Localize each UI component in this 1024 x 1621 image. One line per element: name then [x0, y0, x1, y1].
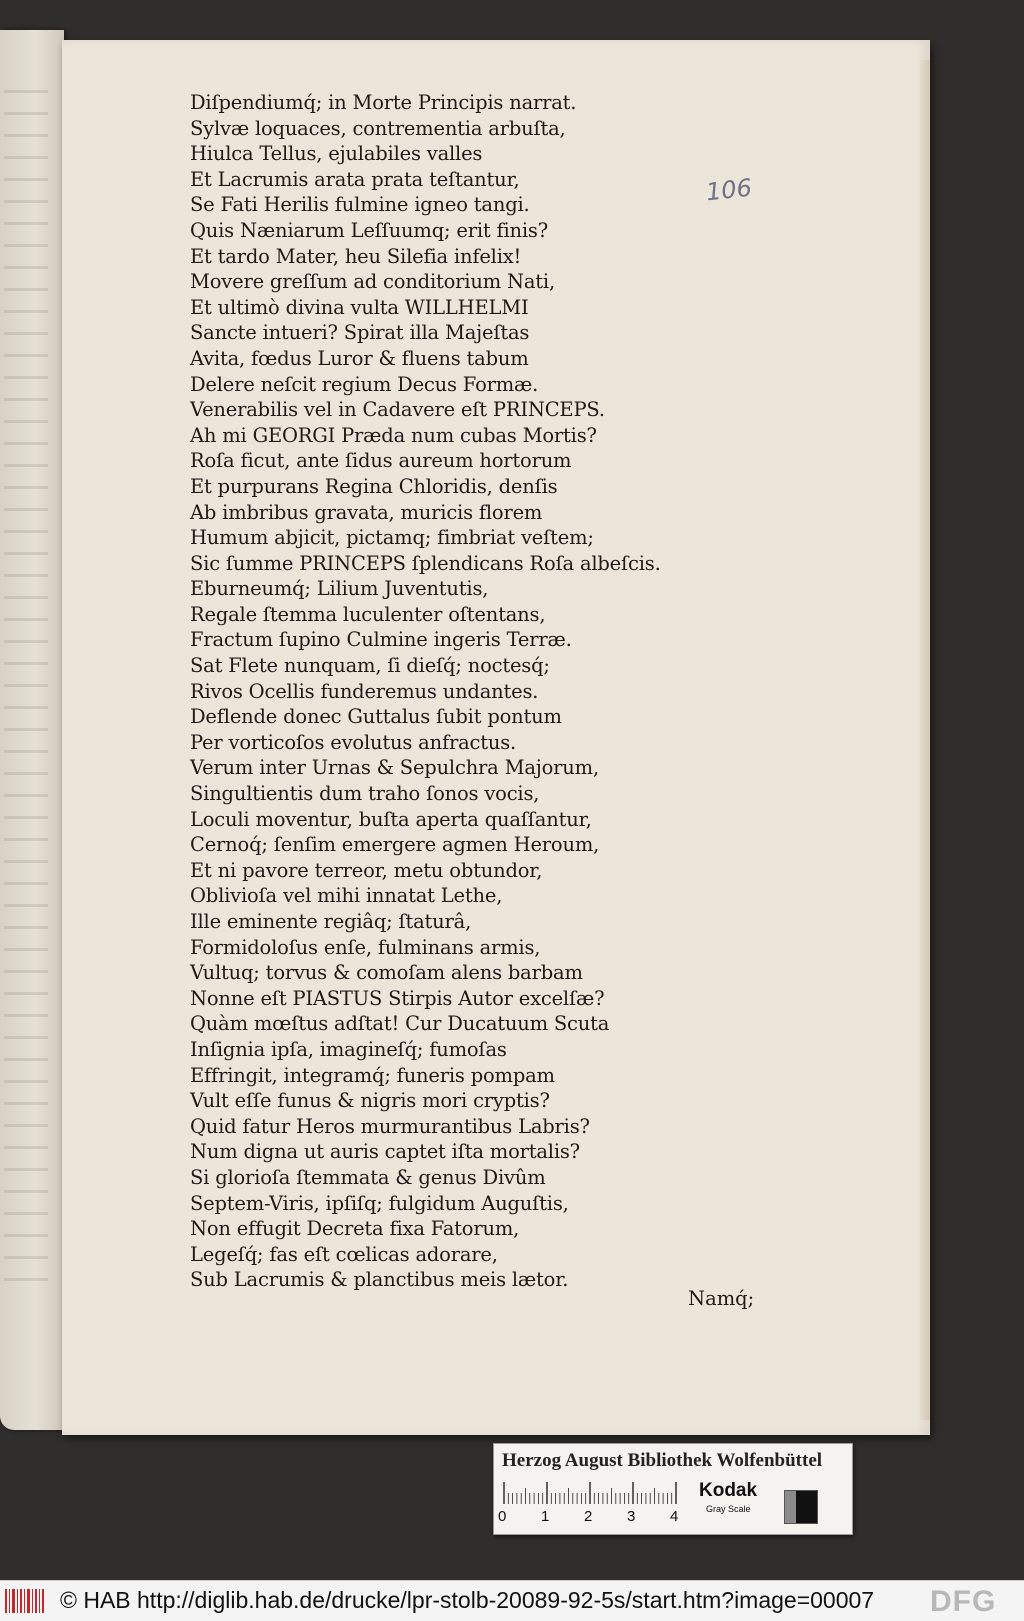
poem-line: Oblivioſa vel mihi innatat Lethe,	[190, 884, 503, 908]
poem-line: Verum inter Urnas & Sepulchra Majorum,	[190, 756, 599, 780]
poem-line: Et ni pavore terreor, metu obtundor,	[190, 858, 543, 882]
poem-line: Num digna ut auris captet iſta mortalis?	[190, 1140, 580, 1164]
poem-line: Avita, fœdus Luror & fluens tabum	[190, 346, 529, 370]
ruler-number: 0	[498, 1508, 507, 1525]
poem-line: Deflende donec Guttalus ſubit pontum	[190, 705, 562, 729]
poem-line: Sat Flete nunquam, ſi dieſq́; noctesq́;	[190, 654, 550, 678]
poem-text	[190, 90, 710, 1293]
gray-swatch	[784, 1490, 818, 1524]
ruler-numbers	[498, 1508, 688, 1526]
poem-line: Inſignia ipſa, imagineſq́; fumoſas	[190, 1037, 507, 1061]
poem-line: Et Lacrumis arata prata teſtantur,	[190, 167, 520, 191]
poem-line: Septem-Viris, ipſiſq; fulgidum Auguſtis,	[190, 1191, 569, 1215]
poem-line: Hiulca Tellus, ejulabiles valles	[190, 142, 483, 166]
poem-line: Effringit, integramq́; funeris pompam	[190, 1063, 555, 1087]
poem-line: Et ultimò divina vulta WILLHELMI	[190, 295, 529, 319]
ruler-scale	[502, 1482, 682, 1504]
poem-line: Quis Næniarum Leſſuumq; erit finis?	[190, 218, 548, 242]
poem-line: Diſpendiumq́; in Morte Principis narrat.	[190, 91, 577, 114]
poem-line: Roſa ficut, ante ſidus aureum hortorum	[190, 449, 572, 473]
poem-line: Loculi moventur, buſta aperta quaſſantur,	[190, 807, 592, 831]
poem-line: Vult eſſe funus & nigris mori cryptis?	[190, 1089, 550, 1113]
poem-line: Vultuq; torvus & comoſam alens barbam	[190, 961, 583, 985]
ruler-number: 3	[627, 1508, 636, 1525]
footer-source-url[interactable]: © HAB http://diglib.hab.de/drucke/lpr-stolb-20089-92-5s/start.htm?image=00007	[60, 1587, 875, 1613]
poem-line: Ille eminente regiâq; ſtaturâ,	[190, 910, 472, 933]
poem-line: Sic ſumme PRINCEPS ſplendicans Roſa albeſcis.	[190, 551, 661, 575]
poem-line: Fractum ſupino Culmine ingeris Terræ.	[190, 628, 572, 652]
poem-line: Singultientis dum traho ſonos vocis,	[190, 782, 540, 806]
handwritten-folio-number: 106	[704, 173, 754, 207]
poem-line: Rivos Ocellis funderemus undantes.	[190, 679, 539, 703]
poem-line: Regale ſtemma luculenter oſtentans,	[190, 602, 546, 626]
poem-line: Et tardo Mater, heu Silefia infelix!	[190, 244, 522, 268]
color-reference-card	[493, 1443, 853, 1535]
card-title: Herzog August Bibliothek Wolfenbüttel	[502, 1450, 823, 1471]
poem-line: Cernoq́; ſenſim emergere agmen Heroum,	[190, 833, 600, 857]
book-page	[62, 40, 930, 1435]
poem-line: Per vorticoſos evolutus anfractus.	[190, 730, 517, 754]
kodak-subtitle: Gray Scale	[706, 1504, 751, 1514]
barcode-icon	[4, 1587, 46, 1615]
poem-line: Si glorioſa ſtemmata & genus Divûm	[190, 1165, 546, 1189]
poem-line: Delere neſcit regium Decus Formæ.	[190, 372, 539, 396]
left-page-edge	[0, 30, 64, 1430]
poem-line: Ah mi GEORGI Præda num cubas Mortis?	[190, 423, 597, 447]
poem-line: Sub Lacrumis & planctibus meis lætor.	[190, 1268, 569, 1292]
poem-line: Non effugit Decreta fixa Fatorum,	[190, 1217, 520, 1241]
poem-line: Quàm mœſtus adſtat! Cur Ducatuum Scuta	[190, 1012, 610, 1036]
poem-line: Humum abjicit, pictamq; fimbriat veſtem;	[190, 526, 594, 550]
ruler-number: 4	[670, 1508, 679, 1525]
poem-line: Nonne eſt PIASTUS Stirpis Autor excelſæ?	[190, 986, 605, 1010]
poem-line: Ab imbribus gravata, muricis florem	[190, 500, 543, 524]
poem-line: Movere greſſum ad conditorium Nati,	[190, 270, 555, 294]
poem-line: Legeſq́; fas eſt cœlicas adorare,	[190, 1242, 498, 1266]
footer-bar	[0, 1580, 1024, 1621]
poem-line: Sancte intueri? Spirat illa Majeſtas	[190, 321, 530, 345]
poem-line: Venerabilis vel in Cadavere eſt PRINCEPS.	[190, 398, 605, 422]
ruler-number: 2	[584, 1508, 593, 1525]
poem-line: Et purpurans Regina Chloridis, denſis	[190, 474, 558, 498]
poem-line: Eburneumq́; Lilium Juventutis,	[190, 577, 489, 601]
poem-line: Formidoloſus enſe, fulminans armis,	[190, 935, 541, 959]
poem-line: Sylvæ loquaces, contrementia arbuſta,	[190, 116, 566, 140]
poem-line: Se Fati Herilis fulmine igneo tangi.	[190, 193, 530, 217]
kodak-logo: Kodak	[699, 1480, 758, 1501]
ruler-number: 1	[541, 1508, 550, 1525]
catchword: Namq́;	[688, 1287, 755, 1310]
poem-line: Quid fatur Heros murmurantibus Labris?	[190, 1114, 590, 1138]
dfg-logo: DFG	[930, 1585, 997, 1618]
